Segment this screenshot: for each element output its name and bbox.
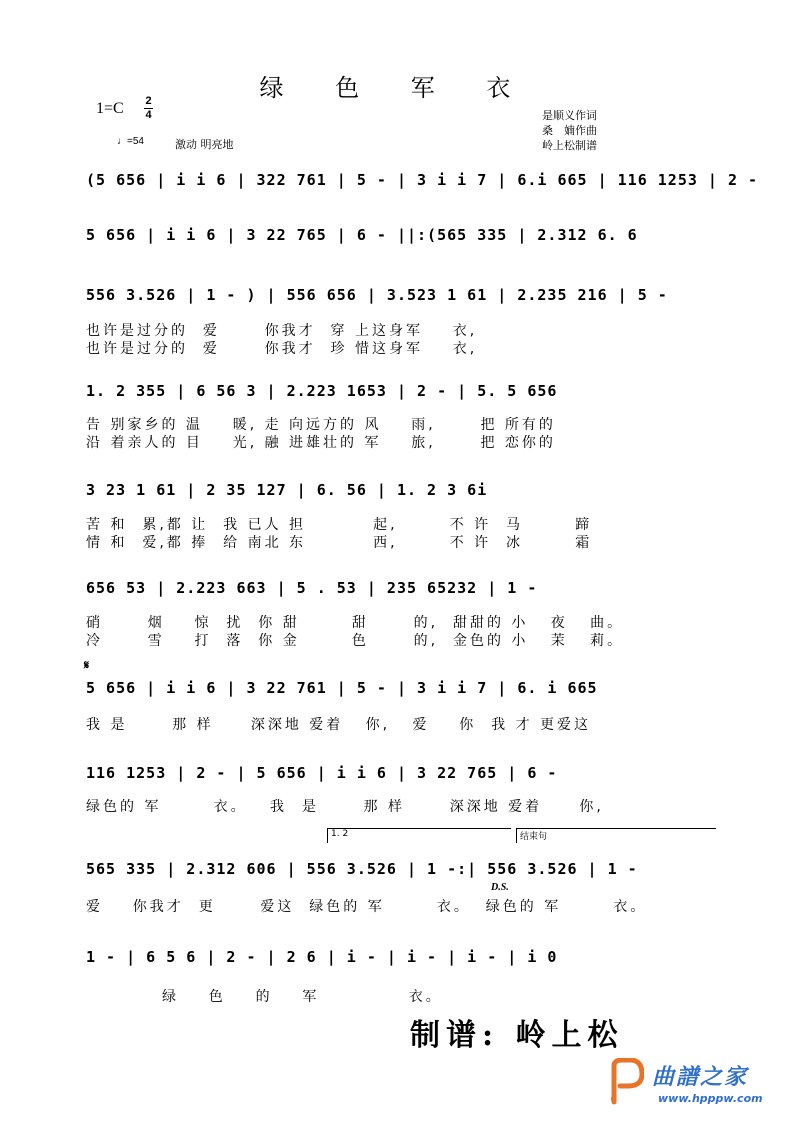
staff-line-2: [86, 222, 714, 250]
staff-line-7: [86, 675, 714, 703]
lyric-verse2-row1: 也许是过分的 爱 你我才 珍 惜这身军 衣,: [86, 341, 478, 357]
volta-second-ending: 结束句: [516, 828, 716, 843]
staff-line-4: [86, 378, 714, 406]
song-title: 绿 色 军 衣: [259, 74, 533, 102]
staff-notes: 116 1253 | 2 - | 5 656 | i i 6 | 3 22 765 | 6 -: [86, 764, 558, 782]
staff-line-3: [86, 282, 714, 310]
lyric-ending-row: 绿 色 的 军 衣。: [162, 989, 443, 1005]
meter-top: 2: [145, 95, 152, 107]
staff-notes: 1. 2 355 | 6 56 3 | 2.223 1653 | 2 - | 5. 5 656: [86, 382, 558, 400]
lyric-verse2-row4: 冷 雪 打 落 你 金 色 的, 金色的 小 茉 莉。: [86, 633, 625, 649]
tempo-marking: ♩=54: [117, 136, 144, 147]
staff-notes: 1 - | 6 5 6 | 2 - | 2 6 | i - | i - | i - | i 0: [86, 948, 558, 966]
lyric-chorus-row2: 绿色的 军 衣。 我 是 那 样 深深地 爱着 你,: [86, 799, 604, 815]
staff-notes: 556 3.526 | 1 - ) | 556 656 | 3.523 1 61 | 2.235 216 | 5 -: [86, 286, 668, 304]
lyric-chorus-row3: 爱 你我才 更 爱这 绿色的 军 衣。 绿色的 军 衣。: [86, 899, 648, 915]
site-name: 曲譜之家: [652, 1065, 749, 1090]
volta-first-ending: 1. 2: [327, 828, 511, 843]
staff-notes: 656 53 | 2.223 663 | 5 . 53 | 235 65232 | 1 -: [86, 579, 538, 597]
site-logo: [608, 1056, 778, 1112]
expression-marking: 激动 明亮地: [175, 138, 234, 151]
lyric-verse1-row3: 苦 和 累,都 让 我 已人 担 起, 不 许 马 蹄: [86, 517, 593, 533]
credits: [542, 108, 597, 153]
staff-notes: (5 656 | i i 6 | 322 761 | 5 - | 3 i i 7 | 6.i 665 | 116 1253 | 2 -: [86, 171, 759, 189]
staff-line-9: [86, 856, 714, 884]
note-logo-icon: [608, 1058, 644, 1106]
site-url: www.hpppw.com: [658, 1092, 763, 1105]
time-signature: [144, 96, 153, 121]
staff-notes: 5 656 | i i 6 | 3 22 761 | 5 - | 3 i i 7 | 6. i 665: [86, 679, 598, 697]
meter-bottom: 4: [145, 109, 152, 121]
segno-sign: 𝄋: [84, 658, 90, 672]
staff-notes: 565 335 | 2.312 606 | 556 3.526 | 1 -:| 556 3.526 | 1 -: [86, 860, 638, 878]
dal-segno-mark: D.S.: [491, 882, 509, 893]
lyric-verse2-row2: 沿 着亲人的 目 光, 融 进雄壮的 军 旅, 把 恋你的: [86, 435, 556, 451]
lyricist-credit: 是顺义作词: [542, 109, 597, 122]
staff-line-6: [86, 575, 714, 603]
lyric-verse1-row4: 硝 烟 惊 扰 你 甜 甜 的, 甜甜的 小 夜 曲。: [86, 615, 625, 631]
transcriber-credit: 岭上松制谱: [542, 139, 597, 152]
staff-line-10: [86, 944, 714, 972]
staff-notes: 5 656 | i i 6 | 3 22 765 | 6 - ||:(565 335 | 2.312 6. 6: [86, 226, 638, 244]
staff-line-5: [86, 477, 714, 505]
staff-line-8: [86, 760, 714, 788]
staff-line-1: [86, 167, 759, 195]
lyric-chorus-row1: 我 是 那 样 深深地 爱着 你, 爱 你 我 才 更爱这: [86, 717, 592, 733]
staff-notes: 3 23 1 61 | 2 35 127 | 6. 56 | 1. 2 3 6i: [86, 481, 488, 499]
lyric-verse2-row3: 情 和 爱,都 捧 给 南北 东 西, 不 许 冰 霜: [86, 535, 593, 551]
lyric-verse1-row2: 告 别家乡的 温 暖, 走 向远方的 风 雨, 把 所有的: [86, 417, 556, 433]
composer-credit: 桑 婻作曲: [542, 124, 597, 137]
transcriber-signature: 制谱: 岭上松: [410, 1018, 624, 1053]
key-signature: 1=C: [96, 100, 124, 117]
lyric-verse1-row1: 也许是过分的 爱 你我才 穿 上这身军 衣,: [86, 323, 478, 339]
